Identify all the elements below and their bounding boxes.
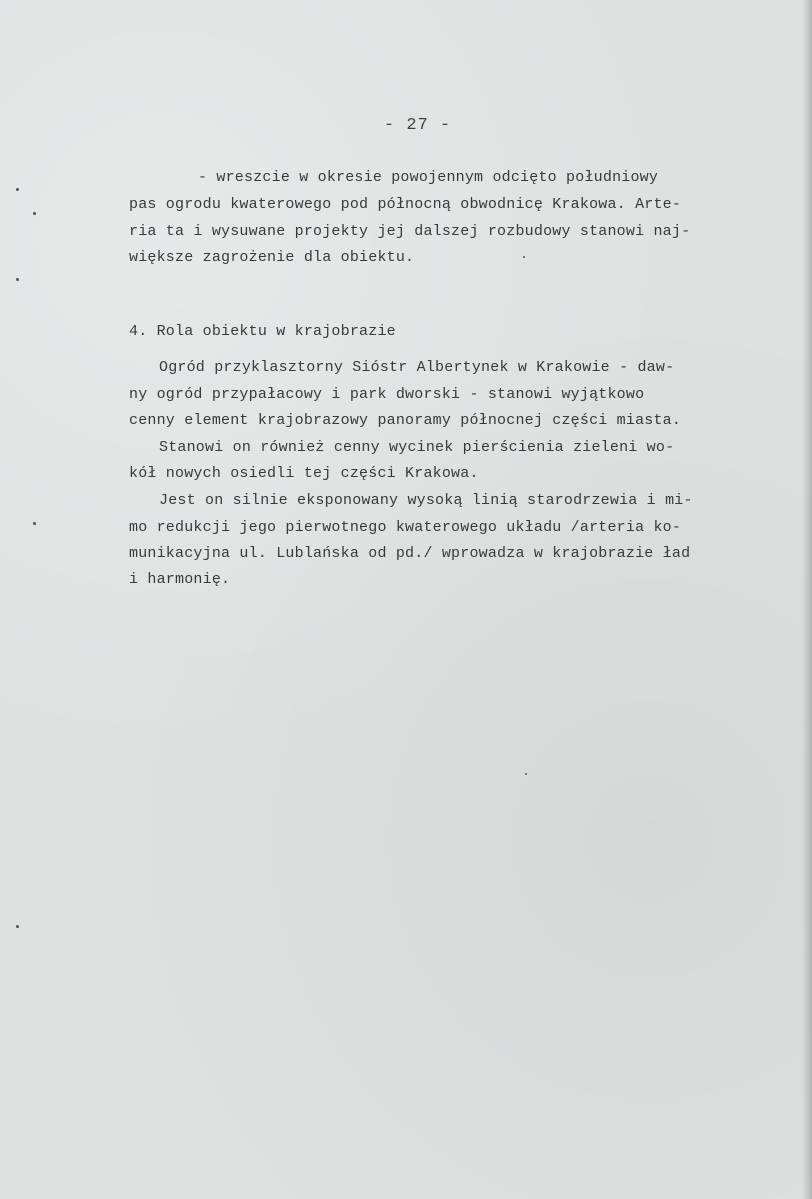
section-heading: 4. Rola obiektu w krajobrazie <box>129 323 396 340</box>
text-line: Stanowi on również cenny wycinek pierścienia zieleni wo- <box>159 439 675 456</box>
scan-dot <box>525 773 527 775</box>
scan-dot <box>16 188 19 191</box>
scan-dot <box>16 278 19 281</box>
text-line: Jest on silnie eksponowany wysoką linią starodrzewia i mi- <box>159 492 693 509</box>
text-line: ria ta i wysuwane projekty jej dalszej rozbudowy stanowi naj- <box>129 223 691 240</box>
page-edge-shadow <box>802 0 812 1199</box>
text-line: - wreszcie w okresie powojennym odcięto południowy <box>198 169 659 186</box>
text-line: kół nowych osiedli tej części Krakowa. <box>129 465 479 482</box>
scan-dot <box>33 212 36 215</box>
text-line: większe zagrożenie dla obiektu. <box>129 249 415 266</box>
text-line: Ogród przyklasztorny Sióstr Albertynek w Krakowie - daw- <box>159 359 675 376</box>
text-line: cenny element krajobrazowy panoramy północnej części miasta. <box>129 412 682 429</box>
page-number: - 27 - <box>384 116 452 135</box>
text-line: munikacyjna ul. Lublańska od pd./ wprowadza w krajobrazie ład <box>129 545 691 562</box>
text-line: mo redukcji jego pierwotnego kwaterowego układu /arteria ko- <box>129 519 682 536</box>
scan-dot <box>16 925 19 928</box>
scan-dot <box>523 256 525 258</box>
text-line: i harmonię. <box>129 571 231 588</box>
scan-dot <box>33 522 36 525</box>
text-line: pas ogrodu kwaterowego pod północną obwodnicę Krakowa. Arte- <box>129 196 682 213</box>
text-line: ny ogród przypałacowy i park dworski - stanowi wyjątkowo <box>129 386 645 403</box>
